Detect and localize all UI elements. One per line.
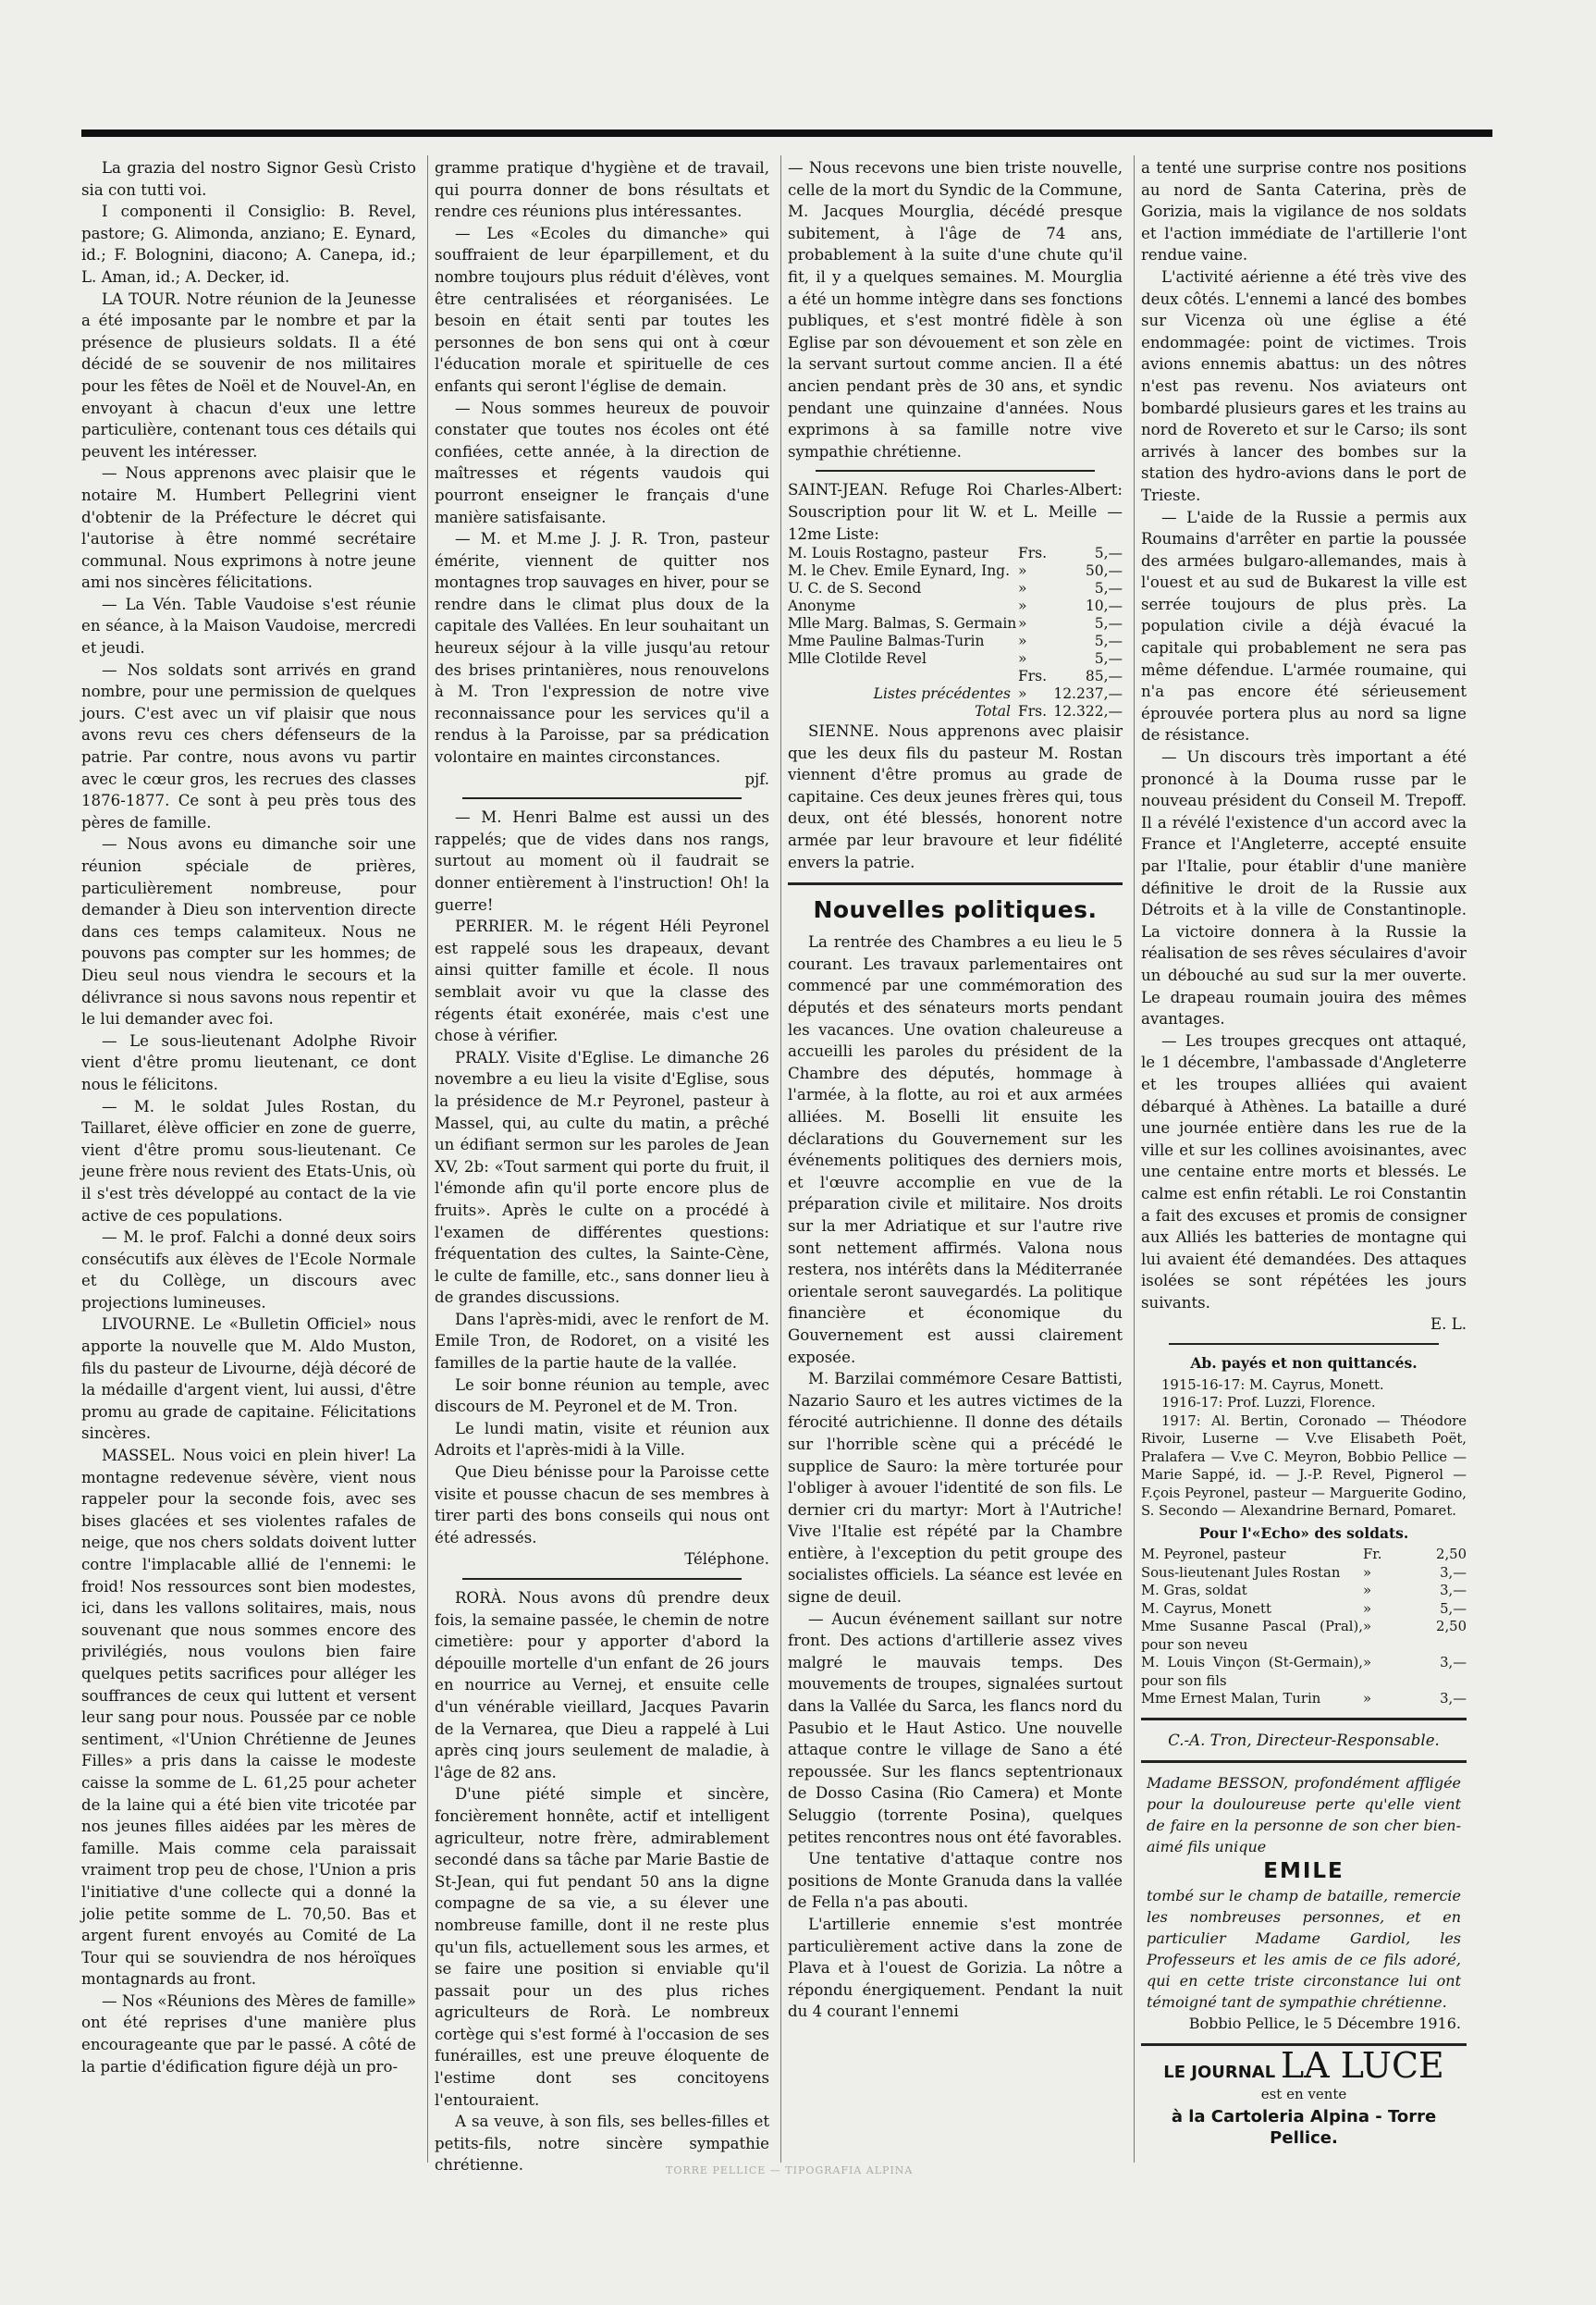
table-row: [788, 615, 1123, 633]
table-cell-name: M. Louis Rostagno, pasteur: [788, 545, 988, 562]
author-signature: Téléphone.: [684, 1550, 769, 1569]
paragraph: Dans l'après-midi, avec le renfort de M. Emile Tron, de Rodoret, on a visité les familles de la partie haute de la vallée.: [435, 1310, 769, 1373]
table-cell-amount: 12.322,—: [1053, 703, 1123, 721]
table-cell-name: Mme Ernest Malan, Turin: [1141, 1691, 1321, 1707]
paragraph: — Nos soldats sont arrivés en grand nombre, pour une permission de quelques jours. C'est avec un vif plaisir que nous avons revu ces chers défenseurs de la patrie. Par contre, nous avons vu partir avec le cœur gros, les recrues des classes 1876-1877. Ce sont à peu près tous des pères de famille.: [81, 660, 416, 832]
paragraph: LA TOUR. Notre réunion de la Jeunesse a été imposante par le nombre et par la présence de plusieurs soldats. Il a été décidé de se souvenir de nos militaires pour les fêtes de Noël et de Nouvel-An, en envoyant à chacun d'eux une lettre particulière, contenant tous ces détails qui peuvent les intéresser.: [81, 290, 416, 461]
table-cell-name: Listes précédentes: [873, 685, 1011, 703]
table-cell-name: U. C. de S. Second: [788, 580, 922, 598]
paragraph: Une tentative d'attaque contre nos positions de Monte Granuda dans la vallée de Fella n'a pas abouti.: [788, 1850, 1123, 1912]
table-cell-cur: »: [1017, 633, 1027, 650]
table-row: [788, 598, 1123, 615]
table-cell-cur: »: [1017, 685, 1027, 703]
paragraph: — Un discours très important a été prononcé à la Douma russe par le nouveau président du Conseil M. Trepoff. Il a révélé l'existence d'un accord avec la France et l'Angleterre, accepté ensuite par l'Italie, pour établir d'une manière définitive le droit de la Russie aux Détroits et à la ville de Constantinople. La victoire donnera à la Russie la réalisation de ses rêves séculaires d'avoir un débouché au sud sur la mer ouverte. Le drapeau roumain jouira des mêmes avantages.: [1141, 748, 1467, 1029]
paragraph: — M. le soldat Jules Rostan, du Taillaret, élève officier en zone de guerre, vient d'être promu sous-lieutenant. Ce jeune frère nous revient des Etats-Unis, où il s'est très développé au contact de la vie active de ces populations.: [81, 1097, 416, 1225]
table-cell-amount: 5,—: [1440, 1600, 1467, 1617]
paragraph: SIENNE. Nous apprenons avec plaisir que les deux fils du pasteur M. Rostan viennent d'être promus au grade de capitaine. Ces deux jeunes frères qui, tous deux, ont été blessés, honorent notre armée par leur bravoure et leur fidélité envers la patrie.: [788, 722, 1123, 871]
table-cell-name: M. Cayrus, Monett: [1141, 1600, 1271, 1617]
top-rule: [81, 129, 1492, 137]
column-divider: [1134, 155, 1135, 2163]
table-row: [1141, 1618, 1467, 1654]
paragraph: Le lundi matin, visite et réunion aux Adroits et l'après-midi à la Ville.: [435, 1419, 769, 1460]
paragraph: La grazia del nostro Signor Gesù Cristo sia con tutti voi.: [81, 159, 416, 199]
table-cell-cur: »: [1363, 1691, 1372, 1707]
table-cell-amount: 85,—: [1085, 668, 1123, 685]
table-row: [788, 562, 1123, 580]
table-cell-amount: 12.237,—: [1053, 685, 1123, 703]
separator: [1141, 1718, 1467, 1720]
paragraph: — Aucun événement saillant sur notre front. Des actions d'artillerie assez vives malgré le mauvais temps. Des mouvements de troupes, signalées surtout dans la Vallée du Sarca, les flancs nord du Pasubio et le Haut Astico. Une nouvelle attaque contre le village de Sano a été repoussée. Sur les flancs septentrionaux de Dosso Casina (Rio Camera) et Monte Seluggio (torrente Posina), quelques petites rencontres nous ont été favorables.: [788, 1609, 1123, 1846]
table-row: [788, 650, 1123, 668]
table-cell-amount: 2,50: [1436, 1547, 1467, 1563]
list-item: 1916-17: Prof. Luzzi, Florence.: [1161, 1395, 1376, 1411]
paragraph: Que Dieu bénisse pour la Paroisse cette visite et pousse chacun de ses membres à tirer parti des bons conseils qui nous ont été adressés.: [435, 1463, 769, 1547]
death-notice: [1141, 1772, 1467, 2034]
paragraph: D'une piété simple et sincère, foncièrement honnête, actif et intelligent agriculteur, notre frère, admirablement secondé dans sa tâche par Marie Bastie de St-Jean, qui fut pendant 50 ans la digne compagne de sa vie, a su élever une nombreuse famille, dont il ne reste plus qu'un fils, actuellement sous les armes, et se faire une position si enviable qu'il passait pour un des plus riches agriculteurs de Rorà. Le nombreux cortège qui s'est formé à l'occasion de ses funérailles, est une preuve éloquente de l'estime dont ses concitoyens l'entouraient.: [435, 1785, 769, 2109]
director-line: C.-A. Tron, Directeur-Responsable.: [1168, 1731, 1440, 1749]
notice-name: EMILE: [1263, 1859, 1344, 1884]
table-cell-name: M. Louis Vinçon (St-Germain), pour son fils: [1141, 1655, 1363, 1689]
table-row: [1141, 1564, 1467, 1583]
column-3: [788, 157, 1123, 2023]
table-cell-cur: Frs.: [1017, 545, 1047, 562]
paragraph: — Nos «Réunions des Mères de famille» ont été reprises d'une manière plus encourageante que par le passé. A côté de la partie d'édification figure déjà un pro-: [81, 1991, 416, 2076]
abonnements-title: Ab. payés et non quittancés.: [1190, 1354, 1418, 1373]
table-cell-name: Sous-lieutenant Jules Rostan: [1141, 1564, 1341, 1581]
paragraph: — Nous avons eu dimanche soir une réunion spéciale de prières, particulièrement nombreuse, pour demander à Dieu son intervention directe dans ces temps calamiteux. Nous ne pouvons pas compter sur les hommes; de Dieu seul nous viendra le secours et la délivrance si nous savons nous repentir et le lui demander avec foi.: [81, 835, 416, 1029]
paragraph: — M. Henri Balme est aussi un des rappelés; que de vides dans nos rangs, surtout au moment où il faudrait se donner entièrement à l'instruction! Oh! la guerre!: [435, 808, 769, 914]
echo-donations-table: [1141, 1546, 1467, 1708]
table-cell-name: M. Gras, soldat: [1141, 1583, 1247, 1599]
table-cell-name: Mme Pauline Balmas-Turin: [788, 633, 985, 650]
table-row: [1141, 1690, 1467, 1708]
paragraph: LIVOURNE. Le «Bulletin Officiel» nous apporte la nouvelle que M. Aldo Muston, fils du pasteur de Livourne, déjà décoré de la médaille d'argent vient, lui aussi, d'être promu au grade de capitaine. Félicitations sincères.: [81, 1315, 416, 1443]
paragraph: — L'aide de la Russie a permis aux Roumains d'arrêter en partie la poussée des armées bulgaro-allemandes, mais à l'ouest et au sud de Bukarest la ville est serrée toujours de plus près. La population civile a déjà évacué la capitale qui probablement ne sera pas même défendue. L'armée roumaine, qui n'a pas encore été sérieusement éprouvée portera plus au nord sa ligne de résistance.: [1141, 508, 1467, 745]
table-cell-cur: Fr.: [1363, 1547, 1382, 1563]
table-cell-cur: »: [1363, 1619, 1372, 1635]
table-cell-name: [788, 668, 1018, 685]
table-cell-cur: »: [1017, 562, 1027, 580]
table-row: [788, 703, 1123, 721]
table-cell-amount: 5,—: [1094, 545, 1123, 562]
table-row: [1141, 1654, 1467, 1690]
refuge-title: SAINT-JEAN. Refuge Roi Charles-Albert: Souscription pour lit W. et L. Meille — 12me Liste:: [788, 481, 1123, 543]
table-cell-name: Total: [975, 703, 1011, 721]
ad-line: à la Cartoleria Alpina - Torre Pellice.: [1171, 2106, 1437, 2149]
table-cell-name: M. Peyronel, pasteur: [1141, 1547, 1286, 1563]
table-cell-cur: »: [1363, 1564, 1372, 1581]
table-cell-amount: 50,—: [1085, 562, 1123, 580]
ad-line: est en vente: [1260, 2085, 1347, 2102]
separator: [462, 797, 742, 799]
separator: [1169, 1343, 1439, 1345]
notice-place: Bobbio Pellice, le 5 Décembre 1916.: [1188, 2015, 1461, 2033]
table-cell-amount: 10,—: [1085, 598, 1123, 615]
separator: [816, 470, 1095, 472]
table-cell-amount: 3,—: [1440, 1564, 1467, 1581]
paragraph: A sa veuve, à son fils, ses belles-filles et petits-fils, notre sincère sympathie chrétienne.: [435, 2113, 769, 2175]
table-cell-name: Mlle Clotilde Revel: [788, 650, 927, 668]
paragraph: — M. le prof. Falchi a donné deux soirs consécutifs aux élèves de l'Ecole Normale et du Collège, un discours avec projections lumineuses.: [81, 1228, 416, 1312]
paragraph: — La Vén. Table Vaudoise s'est réunie en séance, à la Maison Vaudoise, mercredi et jeudi.: [81, 595, 416, 658]
table-row: [1141, 1582, 1467, 1600]
advertisement: [1141, 2045, 1467, 2149]
author-initials: pjf.: [744, 770, 769, 788]
table-cell-name: M. le Chev. Emile Eynard, Ing.: [788, 562, 1011, 580]
table-cell-amount: 3,—: [1440, 1691, 1467, 1707]
table-row: [788, 580, 1123, 598]
paragraph: — M. et M.me J. J. R. Tron, pasteur émérite, viennent de quitter nos montagnes trop sauvages en hiver, pour se rendre dans le climat plus doux de la capitale des Vallées. En leur souhaitant un heureux séjour à la ville jusqu'au retour des brises printanières, nous renouvelons à M. Tron l'expression de notre vive reconnaissance pour les services qu'il a rendus à la Paroisse, par sa prédication volontaire en maintes circonstances.: [435, 530, 769, 767]
notice-text: tombé sur le champ de bataille, remercie les nombreuses personnes, et en particulier Madame Gardiol, les Professeurs et les amis de ce fils adoré, qui en cette triste circonstance lui ont témoigné tant de sympathie chrétienne.: [1147, 1887, 1461, 2012]
table-cell-cur: »: [1363, 1655, 1372, 1671]
paragraph: — Nous recevons une bien triste nouvelle, celle de la mort du Syndic de la Commune, M. Jacques Mourglia, décédé presque subitement, à l'âge de 74 ans, probablement à la suite d'une chute qu'il fit, il y a quelques semaines. M. Mourglia a été un homme intègre dans ses fonctions publiques, et s'est montré fidèle à son Eglise par son dévouement et son zèle en la servant surtout comme ancien. Il a été ancien pendant près de 30 ans, et syndic pendant une quinzaine d'années. Nous exprimons à sa famille notre vive sympathie chrétienne.: [788, 159, 1123, 461]
table-cell-amount: 2,50: [1436, 1619, 1467, 1635]
column-divider: [780, 155, 781, 2163]
column-2: [435, 157, 769, 2176]
table-cell-cur: »: [1017, 580, 1027, 598]
table-cell-name: Mme Susanne Pascal (Pral), pour son neveu: [1141, 1619, 1363, 1653]
table-cell-cur: »: [1017, 615, 1027, 633]
table-row: [788, 668, 1123, 685]
table-cell-cur: »: [1363, 1583, 1372, 1599]
table-cell-cur: Frs.: [1017, 703, 1047, 721]
table-cell-name: Anonyme: [788, 598, 856, 615]
subscription-totals: [788, 668, 1123, 721]
table-cell-cur: »: [1017, 650, 1027, 668]
paragraph: PRALY. Visite d'Eglise. Le dimanche 26 novembre a eu lieu la visite d'Eglise, sous la présidence de M.r Peyronel, pasteur à Massel, qui, au culte du matin, a prêché un édifiant sermon sur les paroles de Jean XV, 2b: «Tout sarment qui porte du fruit, il l'émonde afin qu'il porte encore plus de fruits». Après le culte on a procédé à l'examen de différentes questions: fréquentation des cultes, la Sainte-Cène, le culte de famille, etc., sans donner lieu à de grandes discussions.: [435, 1048, 769, 1307]
paragraph: a tenté une surprise contre nos positions au nord de Santa Caterina, près de Gorizia, mais la vigilance de nos soldats et l'action immédiate de l'artillerie l'ont rendue vaine.: [1141, 159, 1467, 265]
separator: [1141, 1760, 1467, 1763]
table-row: [788, 685, 1123, 703]
paragraph: — Nous apprenons avec plaisir que le notaire M. Humbert Pellegrini vient d'obtenir de la Préfecture le décret qui l'autorise à être nommé secrétaire communal. Nous exprimons à notre jeune ami nos sincères félicitations.: [81, 464, 416, 592]
paragraph: — Nous sommes heureux de pouvoir constater que toutes nos écoles ont été confiées, cette année, à la direction de maîtresses et régents vaudois qui pourront enseigner le français d'une manière satisfaisante.: [435, 399, 769, 526]
paragraph: — Les «Ecoles du dimanche» qui souffraient de leur éparpillement, et du nombre toujours plus réduit d'élèves, vont être centralisées et réorganisées. Le besoin en était senti par toutes les personnes de bon sens qui ont à cœur l'éducation morale et spirituelle de ces enfants qui seront l'église de demain.: [435, 224, 769, 395]
column-1: [81, 157, 416, 2077]
paragraph: I componenti il Consiglio: B. Revel, pastore; G. Alimonda, anziano; E. Eynard, id.; F. Bolognini, diacono; A. Canepa, id.; L. Aman, id.; A. Decker, id.: [81, 203, 416, 286]
paragraph: L'activité aérienne a été très vive des deux côtés. L'ennemi a lancé des bombes sur Vicenza où une église a été endommagée: point de victimes. Trois avions ennemis abattus: un des nôtres n'est pas revenu. Nos aviateurs ont bombardé plusieurs gares et les trains au nord de Rovereto et sur le Carso; ils sont arrivés à lancer des bombes sur la station des hydro-avions dans le port de Trieste.: [1141, 267, 1467, 504]
column-divider: [427, 155, 428, 2163]
table-cell-cur: Frs.: [1017, 668, 1047, 685]
section-heading: Nouvelles politiques.: [813, 896, 1098, 924]
table-cell-amount: 5,—: [1094, 650, 1123, 668]
paragraph: Le soir bonne réunion au temple, avec discours de M. Peyronel et de M. Tron.: [435, 1375, 769, 1416]
table-cell-amount: 5,—: [1094, 615, 1123, 633]
table-cell-amount: 3,—: [1440, 1583, 1467, 1599]
column-4: [1141, 157, 1467, 2150]
paragraph: MASSEL. Nous voici en plein hiver! La montagne redevenue sévère, vient nous rappeler pour la seconde fois, avec ses bises glacées et ses violentes rafales de neige, que nos chers soldats doivent lutter contre l'implacable allié de l'ennemi: le froid! Nos ressources sont bien modestes, ici, dans les vallons solitaires, mais, nous souvenant que nous sommes encore des privilégiés, nous voulons bien faire quelques petits sacrifices pour alléger les souffrances de ceux qui luttent et versent leur sang pour nous. Poussée par ce noble sentiment, «l'Union Chrétienne de Jeunes Filles» a pris dans la caisse le modeste caisse la somme de L. 61,25 pour acheter de la laine qui a été bien vite tricotée par nos jeunes filles aidées par les mères de famille. Mais comme cela paraissait vraiment trop peu de chose, l'Union a pris l'initiative d'une collecte qui a donné la jolie petite somme de L. 70,50. Bas et argent furent envoyés au Comité de La Tour qui se souviendra de nos héroïques montagnards au front.: [81, 1447, 416, 1989]
paragraph: PERRIER. M. le régent Héli Peyronel est rappelé sous les drapeaux, devant ainsi quitter famille et école. Il nous semblait avoir vu que la classe des régents était exonérée, mais c'est une chose à vérifier.: [435, 918, 769, 1045]
paragraph: — Les troupes grecques ont attaqué, le 1 décembre, l'ambassade d'Angleterre et les troupes alliées qui avaient débarqué à Athènes. La bataille a duré une journée entière dans les rue de la ville et sur les collines avoisinantes, avec une centaine entre morts et blessés. Le calme est enfin rétabli. Le roi Constantin a fait des excuses et promis de consigner aux Alliés les batteries de montagne qui lui avaient été demandées. Des attaques isolées se sont répétées les jours suivants.: [1141, 1031, 1467, 1312]
paragraph: RORÀ. Nous avons dû prendre deux fois, la semaine passée, le chemin de notre cimetière: pour y apporter d'abord la dépouille mortelle d'un enfant de 26 jours en nourrice au Vernej, et ensuite celle d'un vénérable vieillard, Jacques Pavarin de la Vernarea, que Dieu a rappelé à Lui après cinq jours seulement de maladie, à l'âge de 82 ans.: [435, 1589, 769, 1781]
footer-stamp: TORRE PELLICE — TIPOGRAFIA ALPINA: [666, 2164, 914, 2176]
table-cell-cur: »: [1363, 1600, 1372, 1617]
table-row: [1141, 1546, 1467, 1564]
list-item: 1917: Al. Bertin, Coronado — Théodore Rivoir, Luserne — V.ve Elisabeth Poët, Pralafera — V.ve C. Meyron, Bobbio Pellice — Marie Sappé, id. — J.-P. Revel, Pignerol — F.çois Peyronel, pasteur — Marguerite Godino, S. Secondo — Alexandrine Bernard, Pomaret.: [1141, 1412, 1467, 1520]
ad-prefix: LE JOURNAL: [1163, 2063, 1276, 2083]
separator: [462, 1578, 742, 1580]
table-cell-cur: »: [1017, 598, 1027, 615]
table-cell-amount: 3,—: [1440, 1655, 1467, 1671]
paragraph: M. Barzilai commémore Cesare Battisti, Nazario Sauro et les autres victimes de la férocité autrichienne. Il donne des détails sur l'horrible scène qui a précédé le supplice de Sauro: la mère torturée pour l'obliger à avouer l'identité de son fils. Le dernier cri du martyr: Mort à l'Autriche! Vive l'Italie est répété par la Chambre entière, à l'exception du petit groupe des socialistes officiels. La séance est levée en signe de deuil.: [788, 1370, 1123, 1607]
paragraph: La rentrée des Chambres a eu lieu le 5 courant. Les travaux parlementaires ont commencé par une commémoration des députés et des sénateurs morts pendant les vacances. Une ovation chaleureuse a accueilli les paroles du président de la Chambre des députés, hommage à l'armée, à la flotte, au roi et aux armées alliées. M. Boselli lit ensuite les déclarations du Gouvernement sur les événements politiques des derniers mois, et l'œuvre accomplie en vue de la préparation civile et militaire. Nos droits sur la mer Adriatique et sur l'autre rive sont nettement affirmés. Valona nous restera, nos intérêts dans la Méditerranée orientale seront sauvegardés. La politique financière et économique du Gouvernement est aussi clairement exposée.: [788, 933, 1123, 1366]
table-row: [788, 545, 1123, 562]
author-signature: E. L.: [1430, 1315, 1467, 1334]
list-item: 1915-16-17: M. Cayrus, Monett.: [1161, 1376, 1384, 1393]
ad-title: LA LUCE: [1281, 2045, 1444, 2087]
paragraph: L'artillerie ennemie s'est montrée particulièrement active dans la zone de Plava et à l'ouest de Gorizia. La nôtre a répondu énergiquement. Pendant la nuit du 4 courant l'ennemi: [788, 1915, 1123, 2021]
table-cell-amount: 5,—: [1094, 580, 1123, 598]
separator: [788, 882, 1123, 885]
notice-text: Madame BESSON, profondément affligée pour la douloureuse perte qu'elle vient de faire en la personne de son cher bien-aimé fils unique: [1147, 1774, 1461, 1856]
table-cell-amount: 5,—: [1094, 633, 1123, 650]
paragraph: gramme pratique d'hygiène et de travail, qui pourra donner de bons résultats et rendre ces réunions plus intéressantes.: [435, 159, 769, 221]
table-row: [788, 633, 1123, 650]
table-row: [1141, 1600, 1467, 1619]
subscription-table: [788, 545, 1123, 668]
table-cell-name: Mlle Marg. Balmas, S. Germain: [788, 615, 1017, 633]
echo-title: Pour l'«Echo» des soldats.: [1198, 1523, 1409, 1542]
paragraph: — Le sous-lieutenant Adolphe Rivoir vient d'être promu lieutenant, ce dont nous le félicitons.: [81, 1031, 416, 1093]
